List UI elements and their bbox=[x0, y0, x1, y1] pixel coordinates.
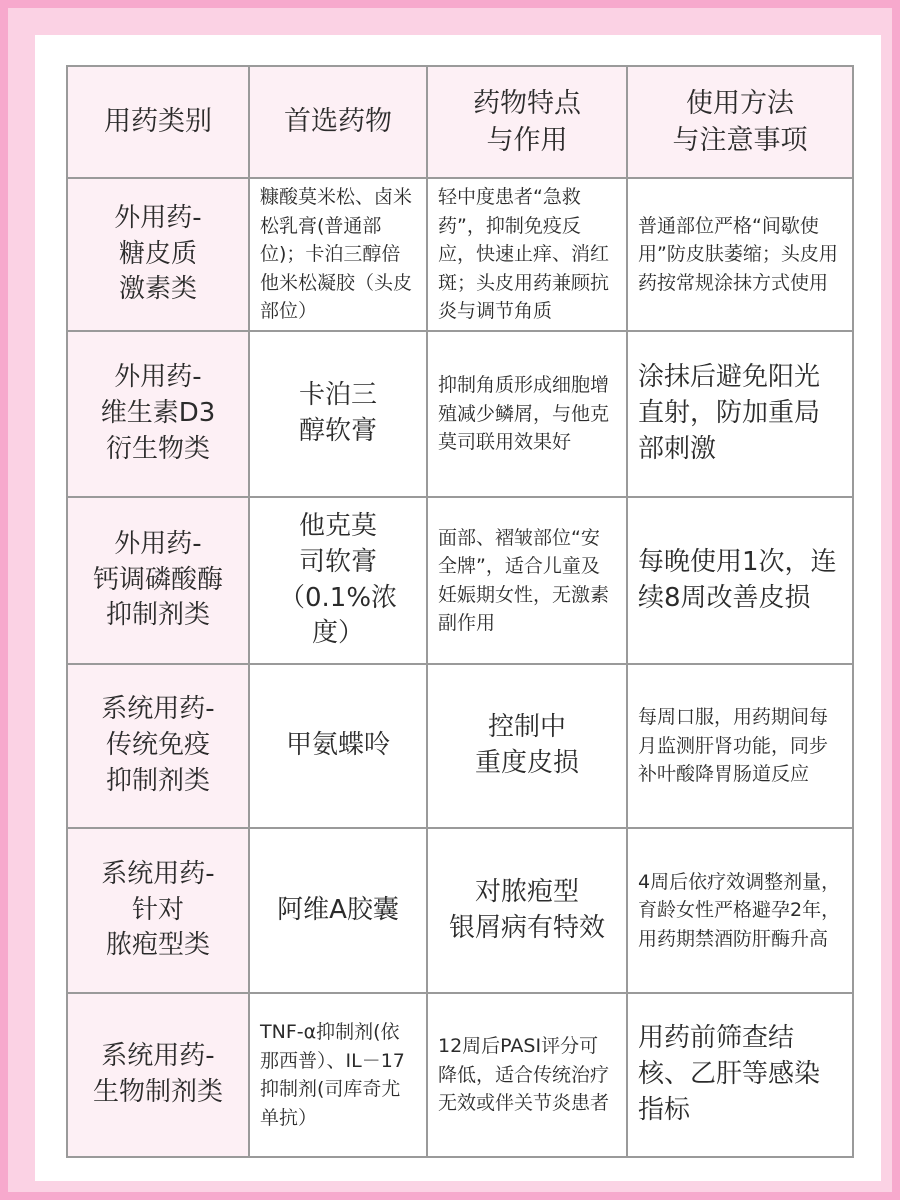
drug-cell: 甲氨蝶呤 bbox=[249, 664, 427, 828]
feature-cell: 面部、褶皱部位“安全牌”，适合儿童及妊娠期女性，无激素副作用 bbox=[427, 497, 627, 664]
drug-cell: 糠酸莫米松、卤米松乳膏(普通部位)；卡泊三醇倍他米松凝胶（头皮部位） bbox=[249, 178, 427, 331]
outer-frame bbox=[8, 8, 892, 1192]
usage-cell: 涂抹后避免阳光直射，防加重局部刺激 bbox=[627, 331, 853, 497]
drug-cell: TNF-α抑制剂(依那西普）、IL－17抑制剂(司库奇尤单抗） bbox=[249, 993, 427, 1157]
table-row bbox=[67, 178, 853, 331]
feature-cell: 抑制角质形成细胞增殖减少鳞屑，与他克莫司联用效果好 bbox=[427, 331, 627, 497]
usage-cell: 用药前筛查结核、乙肝等感染指标 bbox=[627, 993, 853, 1157]
table-row bbox=[67, 664, 853, 828]
category-cell: 外用药- 维生素D3 衍生物类 bbox=[67, 331, 249, 497]
usage-cell: 每晚使用1次，连续8周改善皮损 bbox=[627, 497, 853, 664]
category-cell: 系统用药- 针对 脓疱型类 bbox=[67, 828, 249, 993]
drug-cell: 他克莫 司软膏 （0.1%浓度） bbox=[249, 497, 427, 664]
feature-cell: 对脓疱型 银屑病有特效 bbox=[427, 828, 627, 993]
usage-cell: 普通部位严格“间歇使用”防皮肤萎缩；头皮用药按常规涂抹方式使用 bbox=[627, 178, 853, 331]
table-row bbox=[67, 993, 853, 1157]
feature-cell: 12周后PASI评分可降低，适合传统治疗无效或伴关节炎患者 bbox=[427, 993, 627, 1157]
usage-cell: 4周后依疗效调整剂量，育龄女性严格避孕2年，用药期禁酒防肝酶升高 bbox=[627, 828, 853, 993]
content-card bbox=[35, 35, 881, 1181]
category-cell: 外用药- 钙调磷酸酶 抑制剂类 bbox=[67, 497, 249, 664]
category-cell: 系统用药- 生物制剂类 bbox=[67, 993, 249, 1157]
table-row bbox=[67, 828, 853, 993]
table-row bbox=[67, 331, 853, 497]
header-usage: 使用方法 与注意事项 bbox=[627, 66, 853, 178]
category-cell: 系统用药- 传统免疫 抑制剂类 bbox=[67, 664, 249, 828]
header-drug: 首选药物 bbox=[249, 66, 427, 178]
usage-cell: 每周口服，用药期间每月监测肝肾功能，同步补叶酸降胃肠道反应 bbox=[627, 664, 853, 828]
feature-cell: 轻中度患者“急救药”，抑制免疫反应，快速止痒、消红斑；头皮用药兼顾抗炎与调节角质 bbox=[427, 178, 627, 331]
header-category: 用药类别 bbox=[67, 66, 249, 178]
table-row bbox=[67, 497, 853, 664]
drug-cell: 阿维A胶囊 bbox=[249, 828, 427, 993]
feature-cell: 控制中 重度皮损 bbox=[427, 664, 627, 828]
psoriasis-medication-table bbox=[66, 65, 854, 1158]
header-row bbox=[67, 66, 853, 178]
drug-cell: 卡泊三 醇软膏 bbox=[249, 331, 427, 497]
category-cell: 外用药- 糖皮质 激素类 bbox=[67, 178, 249, 331]
header-feature: 药物特点 与作用 bbox=[427, 66, 627, 178]
